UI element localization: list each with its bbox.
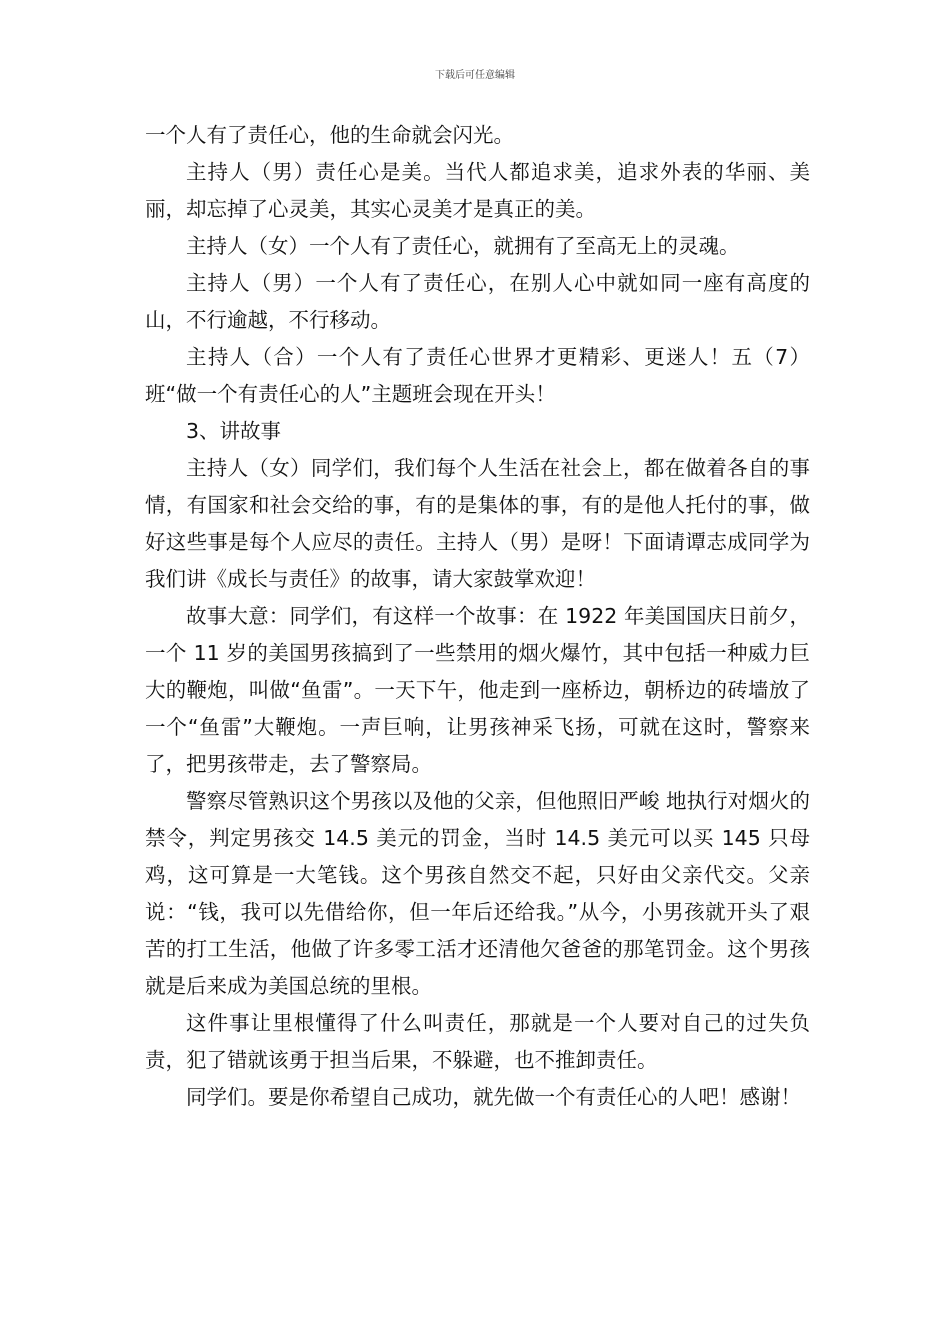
section-heading: 3、讲故事 [186,419,282,443]
paragraph: 主持人（女）同学们，我们每个人生活在社会上，都在做着各自的事情，有国家和社会交给的事，有的是集体的事，有的是他人托付的事，做好这些事是每个人应尽的责任。主持人（男）是呀！下面请谭志成同学为我们讲《成长与责任》的故事，请大家鼓掌欢迎！ [145,456,810,591]
paragraph: 主持人（男）责任心是美。当代人都追求美，追求外表的华丽、美丽，却忘掉了心灵美，其实心灵美才是真正的美。 [145,160,810,221]
paragraph: 警察尽管熟识这个男孩以及他的父亲，但他照旧严峻 地执行对烟火的禁令，判定男孩交 14.5 美元的罚金，当时 14.5 美元可以买 145 只母鸡，这可算是一大笔钱。这个男孩自然交不起，只好由父亲代交。父亲说：“钱，我可以先借给你，但一年后还给我。”从今，小男孩就开头了艰苦的打工生活，他做了许多零工活才还清他欠爸爸的那笔罚金。这个男孩就是后来成为美国总统的里根。 [145,789,810,998]
paragraph: 一个人有了责任心，他的生命就会闪光。 [145,123,514,147]
paragraph: 故事大意：同学们，有这样一个故事：在 1922 年美国国庆日前夕，一个 11 岁的美国男孩搞到了一些禁用的烟火爆竹，其中包括一种威力巨大的鞭炮，叫做“鱼雷”。一天下午，他走到一座桥边，朝桥边的砖墙放了一个“鱼雷”大鞭炮。一声巨响，让男孩神采飞扬，可就在这时，警察来了，把男孩带走，去了警察局。 [145,604,810,776]
document-body [145,117,810,1116]
page-header: 下载后可任意编辑 [435,70,515,81]
paragraph: 主持人（男）一个人有了责任心，在别人心中就如同一座有高度的山，不行逾越，不行移动。 [145,271,810,332]
paragraph: 同学们。要是你希望自己成功，就先做一个有责任心的人吧！感谢！ [186,1085,801,1109]
paragraph: 主持人（女）一个人有了责任心，就拥有了至高无上的灵魂。 [186,234,740,258]
paragraph: 主持人（合）一个人有了责任心世界才更精彩、更迷人！五（7）班“做一个有责任心的人”主题班会现在开头！ [145,345,810,406]
paragraph: 这件事让里根懂得了什么叫责任，那就是一个人要对自己的过失负责，犯了错就该勇于担当后果，不躲避，也不推卸责任。 [145,1011,810,1072]
